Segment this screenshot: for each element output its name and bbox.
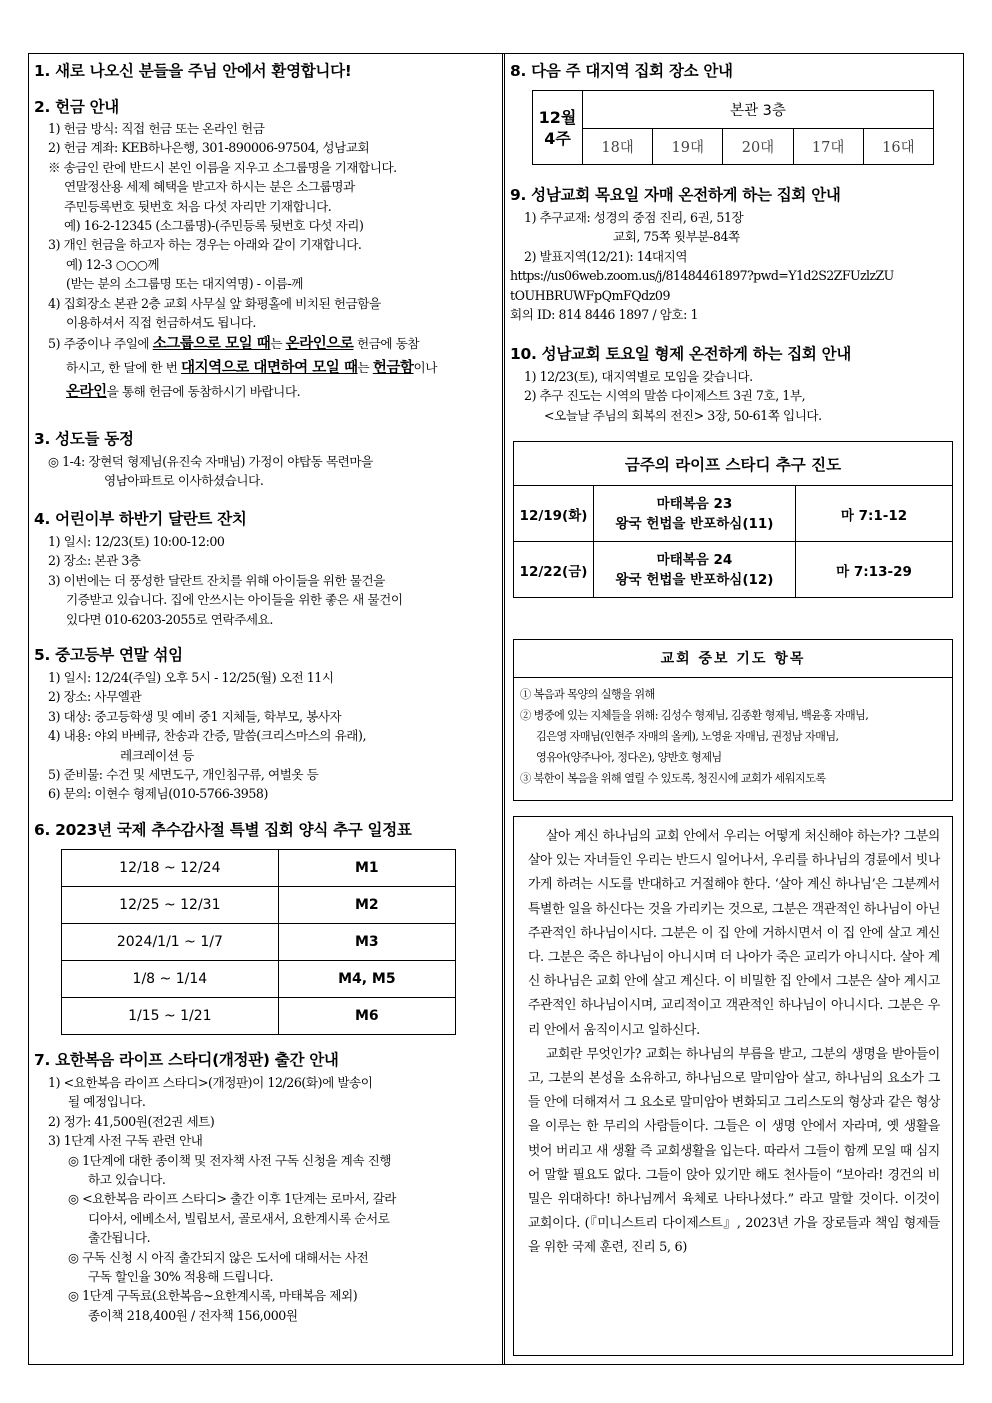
table-row: 1/15 ~ 1/21 M6 — [62, 998, 456, 1035]
text-line: 3) 이번에는 더 풍성한 달란트 잔치를 위해 아이들을 위한 물건을 — [48, 572, 385, 588]
text-line: 5) 준비물: 수건 및 세면도구, 개인침구류, 여벌옷 등 — [48, 767, 319, 783]
table-row: 2024/1/1 ~ 1/7 M3 — [62, 924, 456, 961]
text-line: 1) <요한복음 라이프 스타디>(개정판)이 12/26(화)에 발송이 — [48, 1075, 373, 1090]
text-line: 1) 헌금 방식: 직접 헌금 또는 온라인 헌금 — [48, 121, 265, 136]
zoom-link[interactable]: https://us06web.zoom.us/j/81484461897?pwd=Y1d2S2ZFUzlzZU — [510, 268, 894, 284]
essay-paragraph: 교회란 무엇인가? 교회는 하나님의 부름을 받고, 그분의 생명을 받아들이고, 그분의 본성을 소유하고, 하나님으로 말미암아 살고, 하나님의 요소가 그들 안에 더해져서 그 요소로 말미암아 변화되고 그리스도의 형상과 같은 형상을 이루는 한 무리의 사람들이다. 그들은 이 생명 안에서 자라며, 옛 생활을 벗어 버리고 새 생활 즉 교회생활을 입는다. 따라서 그들이 함께 모일 때 심지어 말할 필요도 없다. 그들이 앉아 있기만 해도 천사들이 “보아라! 경건의 비밀은 위대하다! 하나님께서 육체로 나타나셨다.” 라고 말할 것이다. 이것이 교회이다. (『미니스트리 다이제스트』, 2023년 가을 장로들과 책임 형제들을 위한 국제 훈련, 진리 5, 6) — [528, 1046, 940, 1256]
text-line: 2) 추구 진도는 시역의 말씀 다이제스트 3권 7호, 1부, — [524, 388, 806, 404]
text-line: 3) 1단계 사전 구독 관련 안내 — [48, 1133, 203, 1149]
text-line: 교회, 75쪽 윗부분-84쪽 — [613, 229, 740, 245]
text-line: <오늘날 주님의 회복의 전진> 3장, 50-61쪽 입니다. — [544, 407, 822, 423]
unit-cell: 20대 — [723, 129, 793, 165]
section-schedule — [34, 819, 496, 1035]
section-thursday — [510, 184, 956, 324]
text-line: 예) 16-2-12345 (소그룹명)-(주민등록 뒷번호 다섯 자리) — [64, 218, 364, 234]
unit-cell: 16대 — [863, 129, 933, 165]
text-line: 온라인을 통해 헌금에 동참하시기 바랍니다. — [66, 384, 301, 401]
section-offering — [34, 96, 496, 404]
text-line: 6) 문의: 이현수 형제님(010-5766-3958) — [48, 786, 268, 802]
text-line: 하고 있습니다. — [88, 1172, 166, 1188]
text-line: 2) 장소: 사무엘관 — [48, 689, 142, 705]
prayer-box — [513, 639, 953, 801]
section-youth — [34, 644, 496, 804]
lifestudy-table — [513, 441, 953, 598]
text-line: 2) 발표지역(12/21): 14대지역 — [524, 248, 688, 264]
text-line: 2) 장소: 본관 3층 — [48, 553, 141, 569]
venue-place: 본관 3층 — [583, 91, 934, 129]
text-line: ◎ 1단계에 대한 종이책 및 전자책 사전 구독 신청을 계속 진행 — [68, 1152, 392, 1168]
text-line: 종이책 218,400원 / 전자책 156,000원 — [88, 1307, 298, 1323]
text-line: 주민등록번호 뒷번호 처음 다섯 자리만 기재합니다. — [64, 198, 332, 214]
venue-table — [532, 90, 934, 165]
text-line: 3) 대상: 중고등학생 및 예비 중1 지체들, 학부모, 봉사자 — [48, 708, 342, 724]
section-title: 5. 중고등부 연말 섞임 — [34, 646, 183, 664]
lifestudy-title: 금주의 라이프 스타디 추구 진도 — [514, 442, 953, 486]
emphasis: 온라인으로 — [285, 336, 354, 353]
section-title: 6. 2023년 국제 추수감사절 특별 집회 양식 추구 일정표 — [34, 821, 412, 839]
text-line: (받는 분의 소그룹명 또는 대지역명) - 이름-께 — [66, 276, 304, 292]
text-line: 1) 12/23(토), 대지역별로 모임을 갖습니다. — [524, 369, 753, 384]
text-line: ② 병중에 있는 지체들을 위해: 김성수 형제님, 김종환 형제님, 백윤홍 자매님, — [520, 709, 869, 722]
text-line: 디아서, 에베소서, 빌립보서, 골로새서, 요한계시록 순서로 — [88, 1210, 390, 1226]
text-line: 출간됩니다. — [88, 1230, 151, 1246]
text-line: 기증받고 있습니다. 집에 안쓰시는 아이들을 위한 좋은 새 물건이 — [66, 592, 403, 608]
text-line: 회의 ID: 814 8446 1897 / 암호: 1 — [510, 307, 699, 323]
section-title: 10. 성남교회 토요일 형제 온전하게 하는 집회 안내 — [510, 345, 852, 363]
schedule-table — [61, 849, 456, 1035]
text-line: 1) 추구교재: 성경의 중점 진리, 6권, 51장 — [524, 210, 744, 225]
text-line: 연말정산용 세제 혜택을 받고자 하시는 분은 소그룹명과 — [64, 179, 355, 195]
unit-cell: 17대 — [793, 129, 863, 165]
text-line: 영유아(양주나아, 정다온), 양반호 형제님 — [536, 751, 722, 764]
table-row: 12/22(금) 마태복음 24 왕국 헌법을 반포하심(12) 마 7:13-29 — [514, 542, 953, 598]
text-line: 3) 개인 헌금을 하고자 하는 경우는 아래와 같이 기재합니다. — [48, 237, 362, 253]
text-line: 영남아파트로 이사하셨습니다. — [104, 473, 264, 489]
essay-box — [513, 816, 953, 1356]
text-line: ① 복음과 목양의 실행을 위해 — [520, 688, 655, 701]
text-line: 5) 주중이나 주일에 소그룹으로 모일 때는 온라인으로 헌금에 동참 — [48, 336, 420, 353]
unit-cell: 18대 — [583, 129, 653, 165]
text-line: ※ 송금인 란에 반드시 본인 이름을 지우고 소그룹명을 기재합니다. — [48, 159, 397, 175]
text-line: 이용하셔서 직접 헌금하셔도 됩니다. — [66, 315, 256, 331]
section-news — [34, 428, 496, 491]
emphasis: 소그룹으로 모일 때 — [152, 336, 271, 353]
text-line: 예) 12-3 ○○○께 — [66, 256, 160, 272]
column-divider — [502, 53, 506, 1365]
section-title: 3. 성도들 동정 — [34, 430, 134, 448]
table-row: 12/19(화) 마태복음 23 왕국 헌법을 반포하심(11) 마 7:1-12 — [514, 486, 953, 542]
section-title: 1. 새로 나오신 분들을 주님 안에서 환영합니다! — [34, 62, 352, 80]
section-title: 9. 성남교회 목요일 자매 온전하게 하는 집회 안내 — [510, 186, 841, 204]
essay-paragraph: 살아 계신 하나님의 교회 안에서 우리는 어떻게 처신해야 하는가? 그분의 살아 있는 자녀들인 우리는 반드시 일어나서, 우리를 하나님의 경륜에서 빗나가게 하려는 시도를 반대하고 거절해야 한다. ‘살아 계신 하나님’은 그분께서 특별한 일을 하신다는 것을 가리키는 것으로, 그분은 객관적인 하나님이 아닌 주관적인 하나님이시다. 그분은 이 집 안에 거하시면서 이 집 안에 살고 계신다. 그분은 죽은 하나님이 아니시며 더 나아가 죽은 교리가 아니시다. 살아 계신 하나님은 교회 안에 살고 계신다. 이 비밀한 집 안에서 그분은 살아 계시고 주관적인 하나님이시며, 교리적이고 객관적인 하나님이 아니시다. 그분은 우리 안에서 움직이시고 일하신다. — [528, 829, 940, 1038]
section-welcome — [34, 60, 496, 82]
text-line: 있다면 010-6203-2055로 연락주세요. — [66, 611, 273, 627]
section-children — [34, 508, 496, 629]
text-line: 하시고, 한 달에 한 번 대지역으로 대면하여 모일 때는 헌금함이나 — [66, 360, 437, 377]
text-line: 될 예정입니다. — [68, 1094, 146, 1110]
table-row: 12/18 ~ 12/24 M1 — [62, 850, 456, 887]
zoom-link-cont[interactable]: tOUHBRUWFpQmFQdz09 — [510, 287, 671, 303]
text-line: 1) 일시: 12/24(주일) 오후 5시 - 12/25(월) 오전 11시 — [48, 670, 334, 685]
section-saturday — [510, 343, 956, 425]
text-line: ◎ 1-4: 장현덕 형제님(유진숙 자매님) 가정이 야탑동 목련마을 — [48, 454, 373, 469]
text-line: 4) 집회장소 본관 2층 교회 사무실 앞 화평홀에 비치된 헌금함을 — [48, 295, 381, 311]
section-title: 7. 요한복음 라이프 스타디(개정판) 출간 안내 — [34, 1051, 339, 1069]
text-line: ◎ 구독 신청 시 아직 출간되지 않은 도서에 대해서는 사전 — [68, 1249, 369, 1265]
text-line: 구독 할인율 30% 적용해 드립니다. — [88, 1269, 273, 1285]
text-line: ◎ 1단계 구독료(요한복음~요한계시록, 마태복음 제외) — [68, 1288, 358, 1304]
text-line: 1) 일시: 12/23(토) 10:00-12:00 — [48, 534, 225, 549]
emphasis: 헌금함 — [372, 360, 414, 377]
section-venue — [510, 60, 956, 165]
unit-cell: 19대 — [653, 129, 723, 165]
emphasis: 대지역으로 대면하여 모일 때 — [181, 360, 358, 377]
text-line: 4) 내용: 야외 바베큐, 찬송과 간증, 말씀(크리스마스의 유래), — [48, 728, 367, 744]
section-title: 8. 다음 주 대지역 집회 장소 안내 — [510, 62, 733, 80]
table-row: 1/8 ~ 1/14 M4, M5 — [62, 961, 456, 998]
emphasis: 온라인 — [66, 384, 107, 401]
prayer-title: 교회 중보 기도 항목 — [514, 640, 952, 678]
section-title: 4. 어린이부 하반기 달란트 잔치 — [34, 510, 247, 528]
text-line: 레크레이션 등 — [120, 747, 194, 763]
text-line: 김은영 자매님(인현주 자매의 올케), 노영윤 자매님, 권정남 자매님, — [536, 730, 839, 743]
text-line: 2) 헌금 계좌: KEB하나은행, 301-890006-97504, 성남교회 — [48, 140, 370, 156]
section-publication — [34, 1049, 496, 1325]
table-row: 12/25 ~ 12/31 M2 — [62, 887, 456, 924]
text-line: ③ 북한이 복음을 위해 열릴 수 있도록, 청진시에 교회가 세워지도록 — [520, 772, 826, 785]
section-title: 2. 헌금 안내 — [34, 98, 119, 116]
text-line: 2) 정가: 41,500원(전2권 세트) — [48, 1113, 215, 1129]
week-label: 12월 4주 — [533, 91, 583, 165]
text-line: ◎ <요한복음 라이프 스타디> 출간 이후 1단계는 로마서, 갈라 — [68, 1191, 397, 1207]
